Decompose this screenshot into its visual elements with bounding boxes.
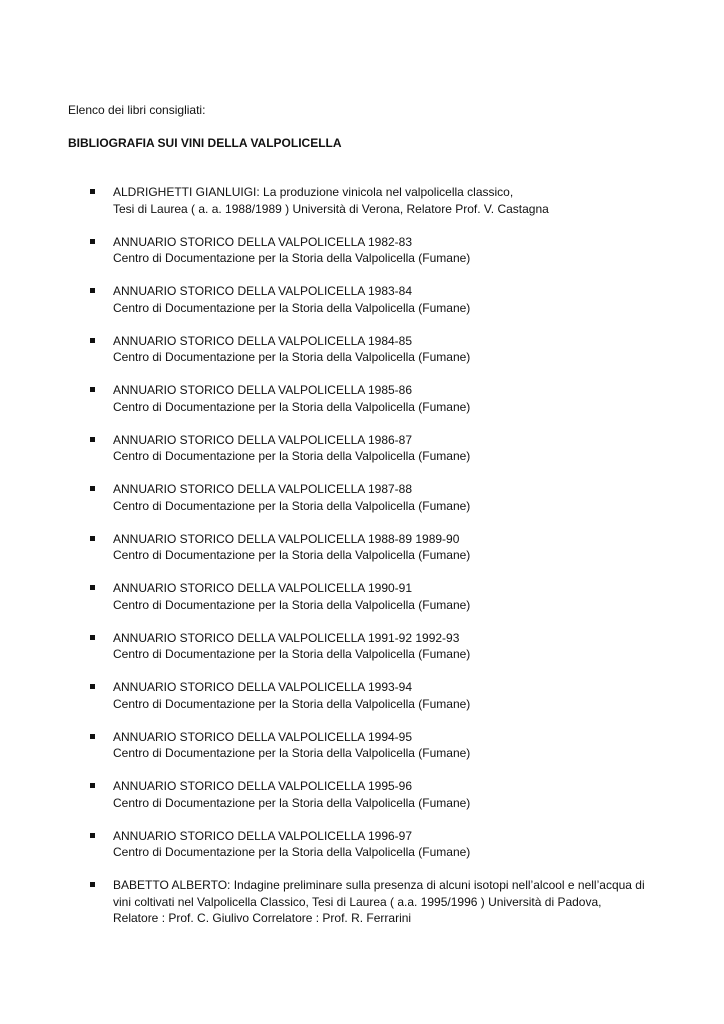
- list-item: [90, 580, 690, 613]
- list-item: [90, 184, 690, 217]
- list-item-line: ANNUARIO STORICO DELLA VALPOLICELLA 1994-95: [113, 729, 413, 744]
- square-bullet-icon: [90, 486, 95, 491]
- list-item-line: ANNUARIO STORICO DELLA VALPOLICELLA 1991-92 1992-93: [113, 630, 460, 645]
- list-item-line: Centro di Documentazione per la Storia della Valpolicella (Fumane): [113, 498, 471, 513]
- list-item-line: Centro di Documentazione per la Storia della Valpolicella (Fumane): [113, 251, 471, 265]
- square-bullet-icon: [90, 239, 95, 244]
- list-item-line: Tesi di Laurea ( a. a. 1988/1989 ) Università di Verona, Relatore Prof. V. Castagna: [113, 201, 549, 216]
- square-bullet-icon: [90, 189, 95, 194]
- intro-text: Elenco dei libri consigliati:: [68, 103, 206, 117]
- list-item: [90, 333, 690, 366]
- list-item: [90, 531, 690, 564]
- list-item-line: ANNUARIO STORICO DELLA VALPOLICELLA 1996-97: [113, 828, 413, 843]
- list-item: [90, 729, 690, 762]
- list-item-line: Centro di Documentazione per la Storia della Valpolicella (Fumane): [113, 696, 471, 711]
- square-bullet-icon: [90, 387, 95, 392]
- list-item-line: ANNUARIO STORICO DELLA VALPOLICELLA 1993-94: [113, 680, 413, 694]
- list-item-line: Centro di Documentazione per la Storia della Valpolicella (Fumane): [113, 399, 471, 414]
- square-bullet-icon: [90, 734, 95, 739]
- list-item-line: Centro di Documentazione per la Storia della Valpolicella (Fumane): [113, 597, 471, 612]
- list-item-line: ANNUARIO STORICO DELLA VALPOLICELLA 1988-89 1989-90: [113, 531, 460, 546]
- square-bullet-icon: [90, 437, 95, 442]
- square-bullet-icon: [90, 882, 95, 887]
- list-item-line: ANNUARIO STORICO DELLA VALPOLICELLA 1985-86: [113, 383, 413, 397]
- bibliography-list: [90, 184, 690, 943]
- square-bullet-icon: [90, 635, 95, 640]
- list-item: [90, 877, 690, 927]
- list-item-line: BABETTO ALBERTO: Indagine preliminare sulla presenza di alcuni isotopi nell’alcool e nell’acqua di: [113, 878, 645, 892]
- list-item: [90, 630, 690, 663]
- list-item-line: ANNUARIO STORICO DELLA VALPOLICELLA 1982-83: [113, 234, 413, 249]
- list-item-line: ANNUARIO STORICO DELLA VALPOLICELLA 1983-84: [113, 284, 413, 298]
- square-bullet-icon: [90, 684, 95, 689]
- list-item-line: ANNUARIO STORICO DELLA VALPOLICELLA 1995-96: [113, 779, 413, 793]
- list-item-line: ANNUARIO STORICO DELLA VALPOLICELLA 1987-88: [113, 482, 413, 496]
- square-bullet-icon: [90, 585, 95, 590]
- list-item-line: ANNUARIO STORICO DELLA VALPOLICELLA 1990-91: [113, 581, 413, 595]
- bibliography-heading: BIBLIOGRAFIA SUI VINI DELLA VALPOLICELLA: [68, 136, 342, 150]
- list-item: [90, 432, 690, 465]
- square-bullet-icon: [90, 833, 95, 838]
- list-item-line: Centro di Documentazione per la Storia della Valpolicella (Fumane): [113, 350, 471, 364]
- square-bullet-icon: [90, 783, 95, 788]
- square-bullet-icon: [90, 338, 95, 343]
- list-item-line: ALDRIGHETTI GIANLUIGI: La produzione vinicola nel valpolicella classico,: [113, 185, 514, 199]
- list-item: [90, 234, 690, 267]
- list-item-line: Relatore : Prof. C. Giulivo Correlatore : Prof. R. Ferrarini: [113, 911, 412, 925]
- list-item-line: Centro di Documentazione per la Storia della Valpolicella (Fumane): [113, 449, 471, 463]
- list-item: [90, 481, 690, 514]
- list-item: [90, 283, 690, 316]
- list-item: [90, 778, 690, 811]
- square-bullet-icon: [90, 288, 95, 293]
- list-item-line: Centro di Documentazione per la Storia della Valpolicella (Fumane): [113, 647, 471, 661]
- list-item-line: Centro di Documentazione per la Storia della Valpolicella (Fumane): [113, 746, 471, 760]
- list-item: [90, 828, 690, 861]
- list-item-line: ANNUARIO STORICO DELLA VALPOLICELLA 1984-85: [113, 333, 413, 348]
- list-item: [90, 382, 690, 415]
- list-item-line: Centro di Documentazione per la Storia della Valpolicella (Fumane): [113, 795, 471, 810]
- list-item-line: ANNUARIO STORICO DELLA VALPOLICELLA 1986-87: [113, 432, 413, 447]
- list-item-line: Centro di Documentazione per la Storia della Valpolicella (Fumane): [113, 300, 471, 315]
- list-item-line: Centro di Documentazione per la Storia della Valpolicella (Fumane): [113, 548, 471, 562]
- list-item-line: vini coltivati nel Valpolicella Classico, Tesi di Laurea ( a.a. 1995/1996 ) Università di Padova,: [113, 894, 602, 909]
- list-item-line: Centro di Documentazione per la Storia della Valpolicella (Fumane): [113, 845, 471, 859]
- list-item: [90, 679, 690, 712]
- square-bullet-icon: [90, 536, 95, 541]
